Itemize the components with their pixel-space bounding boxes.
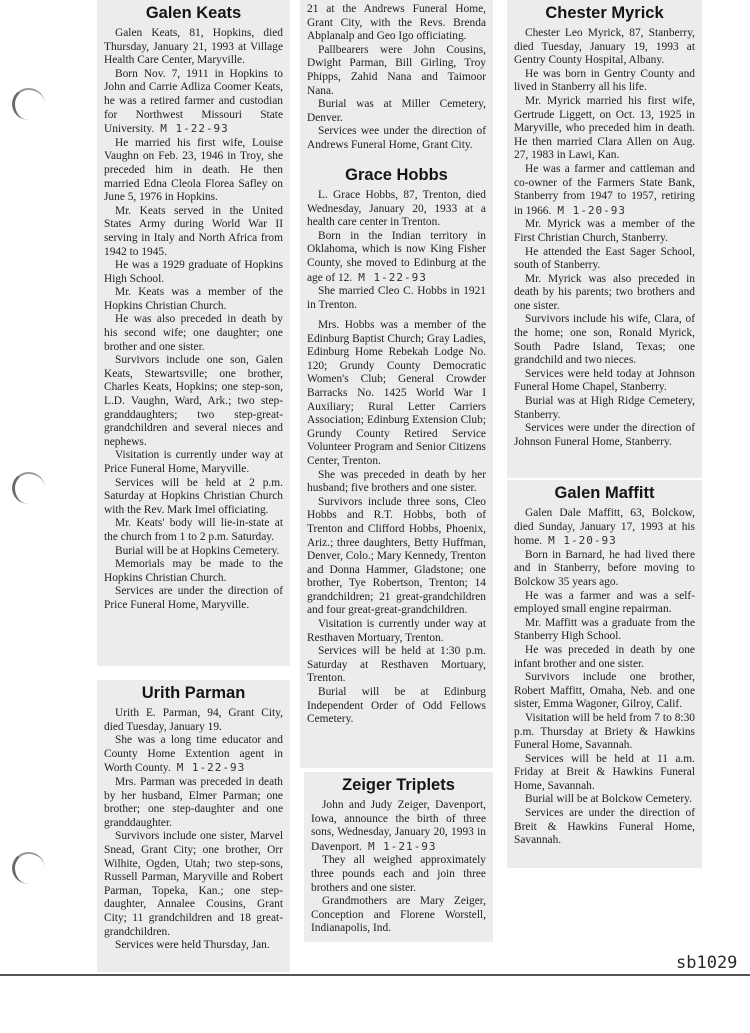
clipping-paragraph xyxy=(104,830,283,939)
paragraph-text: Mr. Maffitt was a graduate from the Stanberry High School. xyxy=(514,616,695,643)
clipping-paragraph xyxy=(104,449,283,476)
clipping-paragraph xyxy=(514,422,695,449)
punch-hole-top xyxy=(12,88,45,120)
clipping-heading: Zeiger Triplets xyxy=(342,776,455,794)
clipping-paragraph xyxy=(514,549,695,590)
paragraph-text: Born in Barnard, he had lived there and in Stanberry, before moving to Bolckow 35 years ago. xyxy=(514,548,695,588)
page-edge-line xyxy=(0,974,750,976)
clipping-paragraph xyxy=(104,585,283,612)
paragraph-text: Galen Dale Maffitt, 63, Bolckow, died Sunday, January 17, 1993 at his home. xyxy=(514,507,695,548)
paragraph-text: She was preceded in death by her husband; five brothers and one sister. xyxy=(307,468,486,495)
clipping-paragraph xyxy=(514,68,695,95)
clipping-paragraph xyxy=(307,98,486,125)
clipping-heading: Chester Myrick xyxy=(545,4,664,22)
paragraph-text: Mr. Keats' body will lie-in-state at the church from 1 to 2 p.m. Saturday. xyxy=(104,517,283,543)
clipping-paragraph xyxy=(514,163,695,218)
clipping-paragraph xyxy=(307,645,486,686)
clipping-paragraph xyxy=(307,686,486,727)
clipping-paragraph xyxy=(307,44,486,98)
clipping-paragraph xyxy=(307,319,486,469)
paragraph-text: He was a 1929 graduate of Hopkins High School. xyxy=(104,259,283,285)
paragraph-text: Survivors include one son, Galen Keats, Stewartsville; one brother, Charles Keats, Hopkins; one step-son, L.D. Vaughn, Ward, Ark.; two step-granddaughters; two step-great-grandchildren and several nieces and nephews. xyxy=(104,354,283,448)
paragraph-text: Services will be held at 11 a.m. Friday at Breit & Hawkins Funeral Home, Savannah. xyxy=(514,752,695,792)
clipping-heading: Galen Maffitt xyxy=(554,484,655,502)
clipping-paragraph xyxy=(104,776,283,830)
handwritten-date-note: M 1-22-93 xyxy=(160,122,229,136)
handwritten-date-note: M 1-20-93 xyxy=(548,534,617,548)
clipping-paragraph xyxy=(514,617,695,644)
paragraph-text: Services wee under the direction of Andrews Funeral Home, Grant City. xyxy=(307,125,486,151)
paragraph-text: He was a farmer and was a self-employed small engine repairman. xyxy=(514,589,695,616)
paragraph-text: He attended the East Sager School, south of Stanberry. xyxy=(514,245,695,272)
punch-hole-bottom xyxy=(12,852,45,884)
paragraph-text: She married Cleo C. Hobbs in 1921 in Trenton. xyxy=(307,285,486,311)
clipping-paragraph xyxy=(514,395,695,422)
clipping-paragraph xyxy=(514,246,695,273)
paragraph-text: Services are under the direction of Price Funeral Home, Maryville. xyxy=(104,585,283,611)
clipping-paragraph xyxy=(514,368,695,395)
clipping-paragraph xyxy=(514,793,695,807)
clipping-paragraph xyxy=(104,137,283,205)
clipping-paragraph xyxy=(514,313,695,367)
paragraph-text: Galen Keats, 81, Hopkins, died Thursday, January 21, 1993 at Village Health Care Center, Maryville. xyxy=(104,27,283,67)
clipping-paragraph xyxy=(514,644,695,671)
clipping-heading: Urith Parman xyxy=(141,684,246,702)
clipping-paragraph xyxy=(104,734,283,776)
paragraph-text: Burial was at High Ridge Cemetery, Stanberry. xyxy=(514,395,695,421)
clipping-paragraph xyxy=(311,854,486,895)
paragraph-text: 21 at the Andrews Funeral Home, Grant City, with the Revs. Brenda Abplanalp and Geo Igo officiating. xyxy=(307,3,486,43)
clipping-paragraph xyxy=(514,507,695,549)
clipping-paragraph xyxy=(307,496,486,618)
announcement-zeiger-triplets xyxy=(304,772,493,942)
clipping-paragraph xyxy=(104,354,283,449)
paragraph-text: Mr. Myrick was also preceded in death by his parents; two brothers and one sister. xyxy=(514,272,695,312)
paragraph-text: Mrs. Hobbs was a member of the Edinburg Baptist Church; Gray Ladies, Edinburg Home Rebekah Lodge No. 120; Grundy County Democratic Women's Club; General Crowder Barracks No. 1425 World War I Auxiliary; Rural Letter Carriers Association; Edinburg Extension Club; Grundy County Retired Service Volunteer Program and Senior Citizens Center, Trenton. xyxy=(307,319,486,467)
handwritten-date-note: M 1-22-93 xyxy=(358,270,427,284)
obituary-galen-maffitt xyxy=(507,480,702,868)
clipping-paragraph xyxy=(104,939,283,953)
paragraph-text: Survivors include one brother, Robert Maffitt, Omaha, Neb. and one sister, Emma Wagoner, Gilroy, Calif. xyxy=(514,671,695,711)
handwritten-date-note: M 1-22-93 xyxy=(176,761,246,775)
paragraph-text: Mr. Myrick was a member of the First Christian Church, Stanberry. xyxy=(514,218,695,244)
clipping-paragraph xyxy=(307,469,486,496)
paragraph-text: He was born in Gentry County and lived in Stanberry all his life. xyxy=(514,67,695,94)
paragraph-text: Born in the Indian territory in Oklahoma, which is now King Fisher County, she moved to Edinburg at the age of 12. xyxy=(307,229,486,284)
scrapbook-page-label: sb1029 xyxy=(676,953,738,973)
paragraph-text: Mr. Keats served in the United States Army during World War II serving in Italy and North Africa from 1942 to 1945. xyxy=(104,204,283,258)
paragraph-text: Memorials may be made to the Hopkins Christian Church. xyxy=(104,558,283,584)
clipping-paragraph xyxy=(104,68,283,137)
clipping-paragraph xyxy=(104,558,283,585)
paragraph-text: Pallbearers were John Cousins, Dwight Parman, Bill Girling, Troy Phipps, Zahid Nana and Taimoor Nana. xyxy=(307,43,486,97)
clipping-paragraph xyxy=(104,707,283,734)
obituary-urith-parman xyxy=(97,680,290,972)
paragraph-text: Grandmothers are Mary Zeiger, Conception and Florene Worstell, Indianapolis, Ind. xyxy=(311,895,486,935)
paragraph-text: He was preceded in death by one infant brother and one sister. xyxy=(514,643,695,670)
paragraph-text: He married his first wife, Louise Vaughn on Feb. 23, 1946 in Troy, she preceded him in death. He then married Edna Cleola Florea Safley on June 5, 1976 in Hopkins. xyxy=(104,136,283,204)
paragraph-text: Services were held today at Johnson Funeral Home Chapel, Stanberry. xyxy=(514,367,695,394)
clipping-paragraph xyxy=(514,218,695,245)
obituary-galen-keats xyxy=(97,0,290,666)
paragraph-text: Visitation is currently under way at Resthaven Mortuary, Trenton. xyxy=(307,618,486,644)
paragraph-text: Survivors include three sons, Cleo Hobbs and R.T. Hobbs, both of Trenton and Clifford Hobbs, Phoenix, Ariz.; three daughters, Betty Huffman, Denver, Colo.; Mary Kennedy, Trenton and Donna Hammer, Gladstone; one brother, Tye Robertson, Trenton; 14 grandchildren; 21 great-grandchildren and four great-great-grandchildren. xyxy=(307,495,486,617)
clipping-paragraph xyxy=(514,753,695,794)
paragraph-text: Services will be held at 2 p.m. Saturday at Hopkins Christian Church with the Rev. Mark Imel officiating. xyxy=(104,476,283,516)
paragraph-text: Urith E. Parman, 94, Grant City, died Tuesday, January 19. xyxy=(104,707,283,733)
clipping-paragraph xyxy=(307,189,486,230)
paragraph-text: He was also preceded in death by his second wife; one daughter; one brother and one sister. xyxy=(104,313,283,353)
paragraph-text: Services are under the direction of Breit & Hawkins Funeral Home, Savannah. xyxy=(514,807,695,847)
obituary-grace-hobbs-continued xyxy=(300,316,493,768)
paragraph-text: He was a farmer and cattleman and co-owner of the Farmers State Bank, Stanberry from 1947 to 1957, retiring in 1966. xyxy=(514,162,695,217)
paragraph-text: John and Judy Zeiger, Davenport, Iowa, announce the birth of three sons, Wednesday, January 20, 1993 in Davenport. xyxy=(311,799,486,853)
clipping-paragraph xyxy=(104,313,283,354)
clipping-paragraph xyxy=(307,3,486,44)
obituary-urith-parman-continued xyxy=(300,0,493,162)
paragraph-text: They all weighed approximately three pounds each and join three brothers and one sister. xyxy=(311,854,486,894)
clipping-paragraph xyxy=(104,545,283,559)
paragraph-text: Born Nov. 7, 1911 in Hopkins to John and Carrie Adliza Coomer Keats, he was a retired farmer and custodian for Northwest Missouri State University. xyxy=(104,67,283,136)
clipping-paragraph xyxy=(104,477,283,518)
clipping-paragraph xyxy=(514,27,695,68)
clipping-paragraph xyxy=(104,286,283,313)
paragraph-text: Chester Leo Myrick, 87, Stanberry, died Tuesday, January 19, 1993 at Gentry County Hospital, Albany. xyxy=(514,27,695,67)
paragraph-text: Services were held Thursday, Jan. xyxy=(115,939,270,952)
paragraph-text: Burial will be at Edinburg Independent Order of Odd Fellows Cemetery. xyxy=(307,686,486,726)
paragraph-text: Visitation is currently under way at Price Funeral Home, Maryville. xyxy=(104,449,283,475)
clipping-paragraph xyxy=(514,273,695,314)
clipping-paragraph xyxy=(307,230,486,285)
paragraph-text: Visitation will be held from 7 to 8:30 p.m. Thursday at Briety & Hawkins Funeral Home, Savannah. xyxy=(514,711,695,752)
paragraph-text: Survivors include one sister, Marvel Snead, Grant City; one brother, Orr Wilhite, Ogden, Utah; two step-sons, Russell Parman, Maryville and Robert Parman, Topeka, Kan.; one step-daughter, Annalee Cousins, Grant City; 11 grandchildren and 18 great-grandchildren. xyxy=(104,830,283,938)
clipping-heading: Grace Hobbs xyxy=(345,166,448,184)
clipping-paragraph xyxy=(311,895,486,936)
clipping-paragraph xyxy=(514,671,695,712)
paragraph-text: She was a long time educator and County Home Extention agent in Worth County. xyxy=(104,734,283,775)
clipping-paragraph xyxy=(307,285,486,312)
paragraph-text: L. Grace Hobbs, 87, Trenton, died Wednesday, January 20, 1933 at a health care center in Trenton. xyxy=(307,189,486,229)
paragraph-text: Services will be held at 1:30 p.m. Saturday at Resthaven Mortuary, Trenton. xyxy=(307,645,486,685)
punch-hole-middle xyxy=(12,472,45,504)
paragraph-text: Burial will be at Bolckow Cemetery. xyxy=(525,793,692,806)
clipping-paragraph xyxy=(307,125,486,152)
clipping-paragraph xyxy=(104,517,283,544)
clipping-paragraph xyxy=(514,712,695,753)
paragraph-text: Burial was at Miller Cemetery, Denver. xyxy=(307,98,486,124)
paragraph-text: Mr. Keats was a member of the Hopkins Christian Church. xyxy=(104,286,283,312)
clipping-paragraph xyxy=(514,590,695,617)
clipping-paragraph xyxy=(514,95,695,163)
handwritten-date-note: M 1-20-93 xyxy=(557,203,626,217)
obituary-chester-myrick xyxy=(507,0,702,478)
paragraph-text: Mr. Myrick married his first wife, Gertrude Liggett, on Oct. 13, 1925 in Maryville, who preceded him in death. He then married Clara Allen on Aug. 27, 1983 in Lawi, Kan. xyxy=(514,94,695,162)
clipping-paragraph xyxy=(104,259,283,286)
obituary-grace-hobbs xyxy=(300,162,493,316)
clipping-paragraph xyxy=(311,799,486,854)
clipping-paragraph xyxy=(104,205,283,259)
paragraph-text: Mrs. Parman was preceded in death by her husband, Elmer Parman; one brother; one step-daughter and one granddaughter. xyxy=(104,775,283,829)
clipping-heading: Galen Keats xyxy=(145,4,242,22)
clipping-paragraph xyxy=(514,807,695,848)
handwritten-date-note: M 1-21-93 xyxy=(367,839,437,853)
clipping-paragraph xyxy=(104,27,283,68)
clipping-paragraph xyxy=(307,618,486,645)
paragraph-text: Survivors include his wife, Clara, of the home; one son, Ronald Myrick, South Padre Island, Texas; one grandchild and two nieces. xyxy=(514,313,695,367)
paragraph-text: Burial will be at Hopkins Cemetery. xyxy=(115,544,280,557)
paragraph-text: Services were under the direction of Johnson Funeral Home, Stanberry. xyxy=(514,422,695,448)
